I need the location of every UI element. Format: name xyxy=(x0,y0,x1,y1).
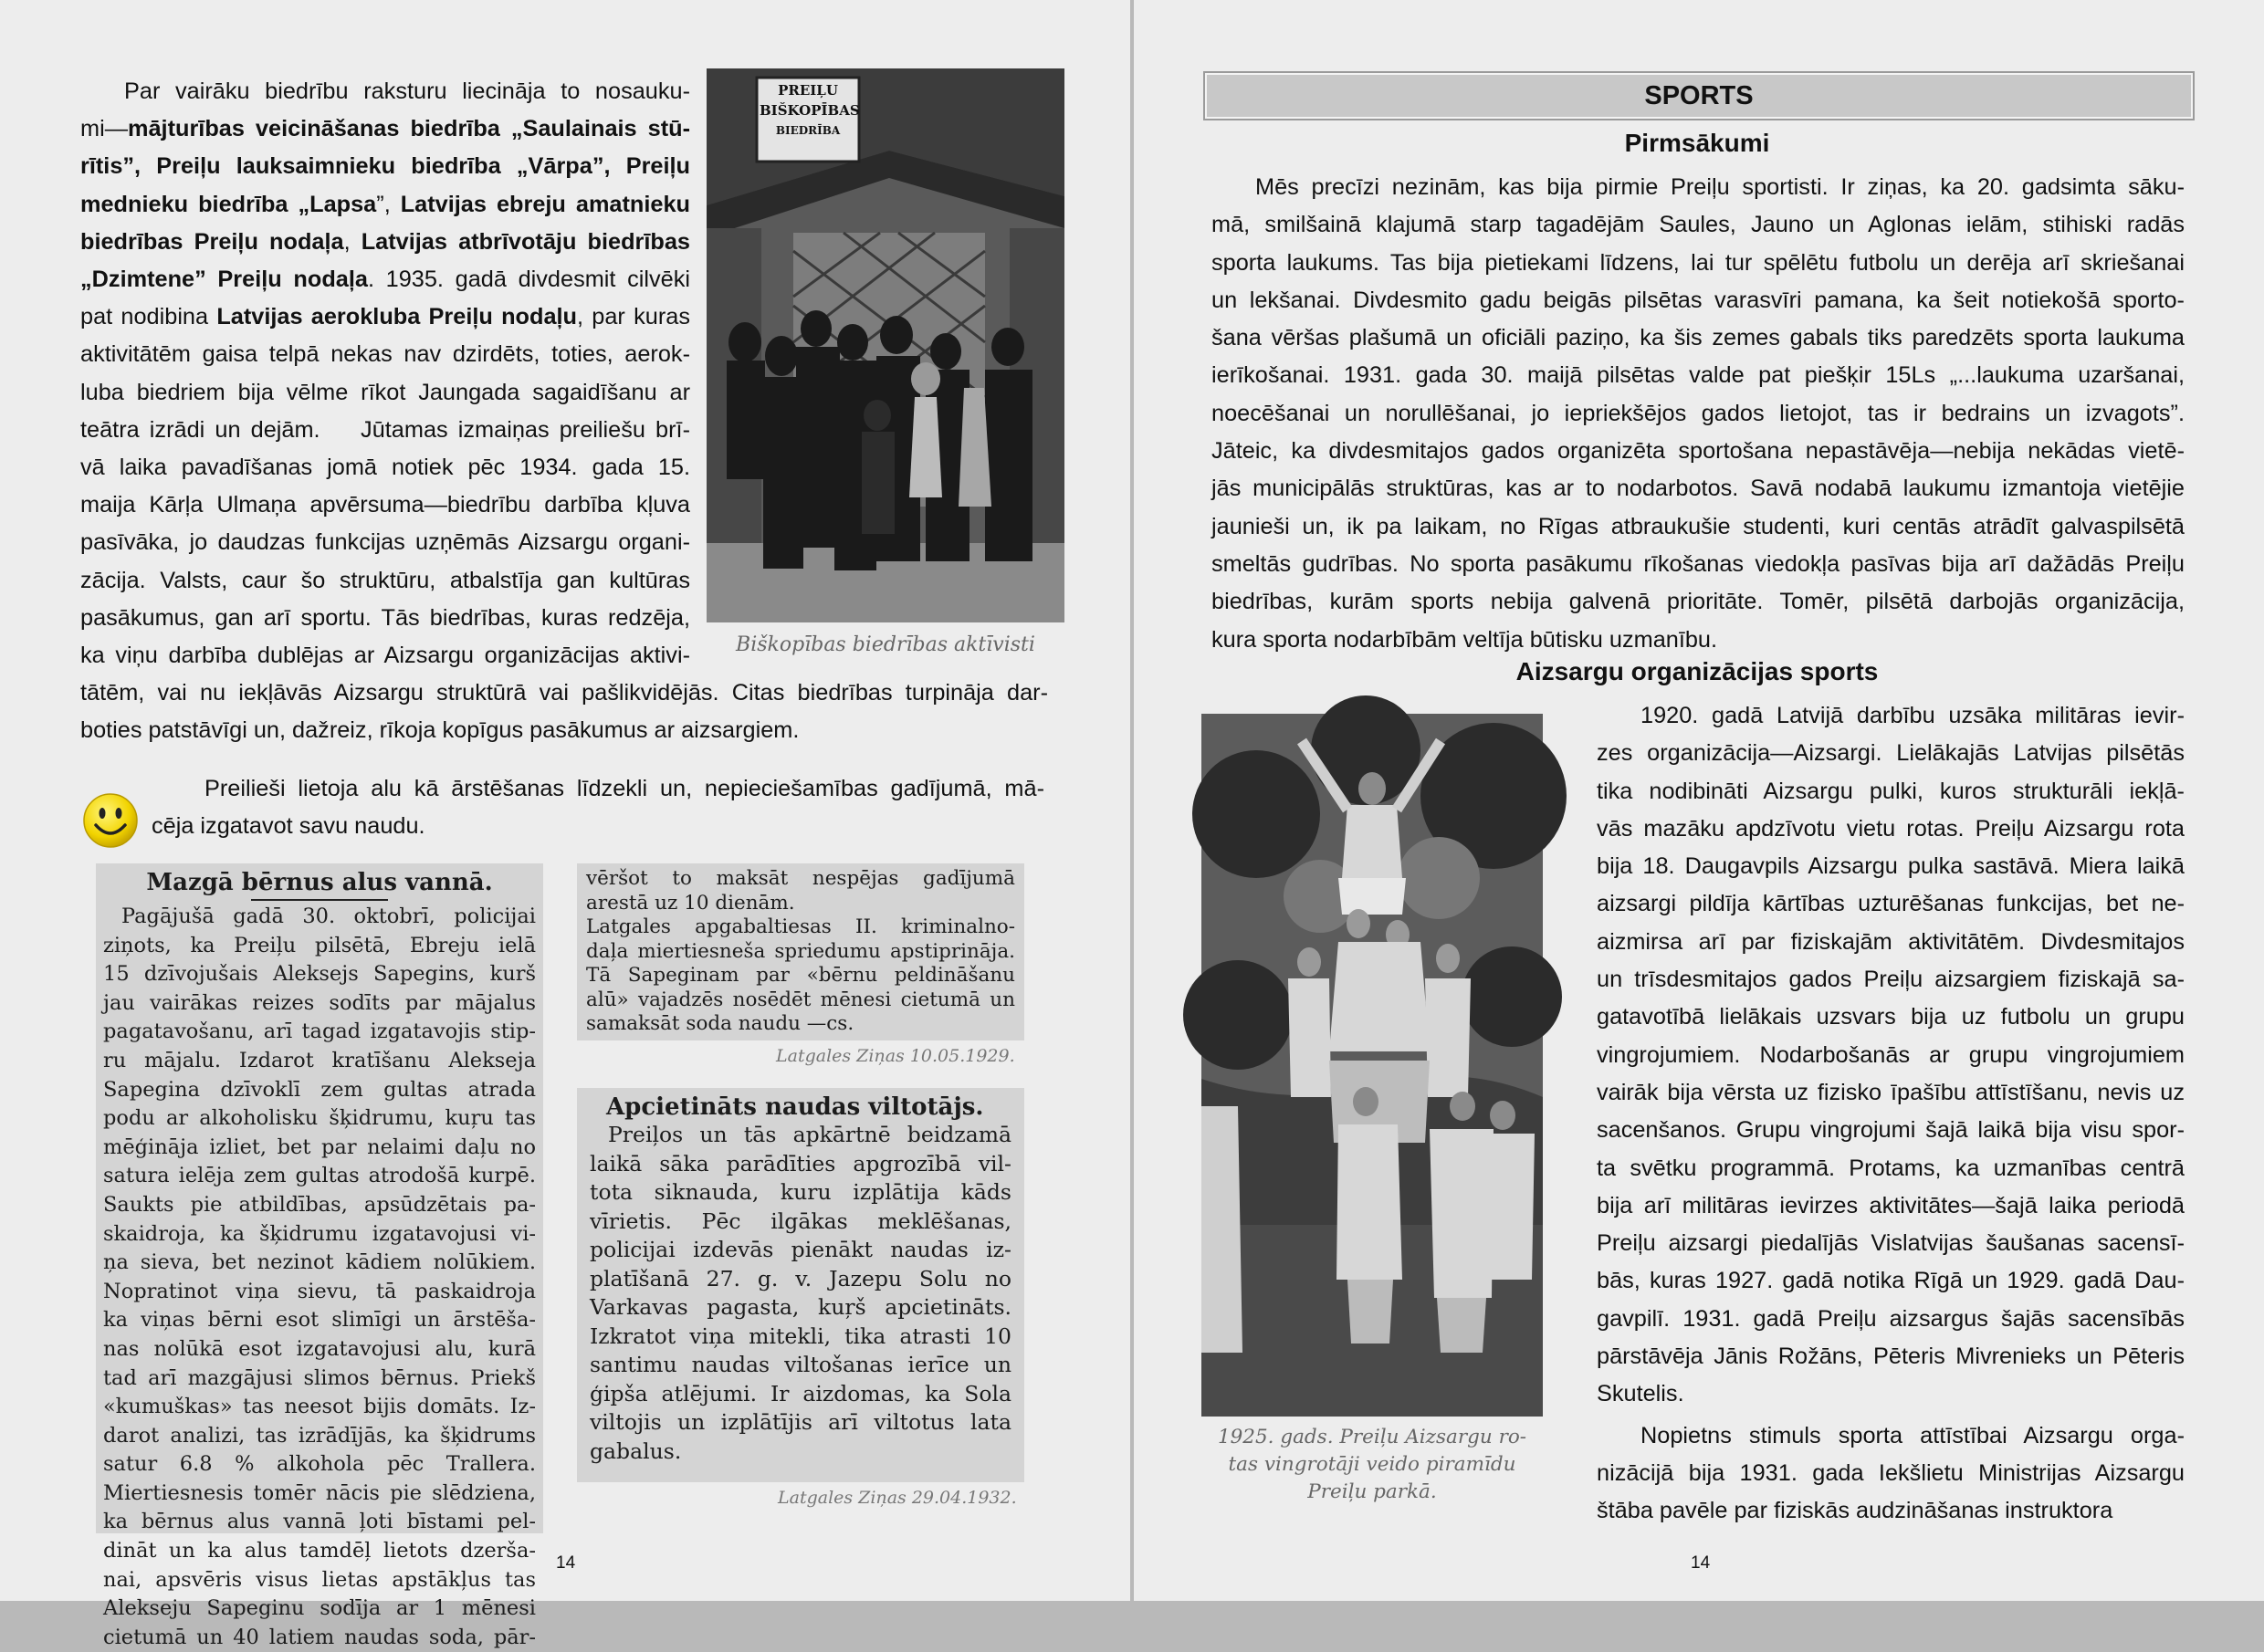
newspaper-clipping-sentence xyxy=(577,863,1024,1040)
text-line: darot analizi, tas izrādījās, ka šķidrums xyxy=(103,1423,536,1448)
text-line: vingrojumiem. Nodarbošanās ar grupu vingrojumiem xyxy=(1597,1041,2185,1068)
text-line: ģipša atlējumi. Ir aizdomas, ka Sola xyxy=(590,1380,1011,1406)
text-line: Mēs precīzi nezinām, kas bija pirmie Preiļu sportisti. Ir ziņas, ka 20. gadsimta sāku- xyxy=(1255,174,2185,200)
text-line: šana vēršas plašumā un oficiāli paziņo, ka šis zemes gabals tiks paredzēts sporta laukuma xyxy=(1211,325,2185,351)
text-line: Jāteic, ka divdesmitajos gados organizēta sportošana nepastāvēja—nebija nekādas vietē- xyxy=(1211,438,2185,465)
clipping-title: Apcietināts naudas viltotājs. xyxy=(606,1093,984,1121)
text-line: pārstāvēja Jānis Rožāns, Pēteris Mivrenieks un Pēteris xyxy=(1597,1344,2185,1370)
text-line: pagatavošanu, arī tagad izgatavojis stip- xyxy=(103,1019,536,1044)
text-line: Nopratinot viņa sievu, tā paskaidroja xyxy=(103,1279,536,1303)
text-line: Miertiesnesis tomēr nācis pie slēdziena, xyxy=(103,1480,536,1505)
text-line: vēršot to maksāt nespējas gadījumā xyxy=(586,867,1015,890)
text-line: gabalus. xyxy=(590,1438,682,1464)
text-line: daļa miertiesneša spriedumu apstiprināja. xyxy=(586,939,1015,963)
newspaper-clipping-counterfeiter xyxy=(577,1088,1024,1482)
pyramid-photo-drawing xyxy=(1201,714,1543,1417)
text-line: Sapegina dzīvoklī zem gultas atrada xyxy=(103,1077,536,1102)
text-line: kura sporta nodarbībām veltīja būtisku uzmanību. xyxy=(1211,626,1718,653)
text-line: tota siknauda, kuru izplātija kāds xyxy=(590,1179,1011,1205)
photo-sign: PREIĻU BIŠKOPĪBAS BIEDRĪBA xyxy=(760,82,860,137)
beekeeping-photo-caption: Biškopības biedrības aktīvisti xyxy=(736,633,1035,656)
page-number: 14 xyxy=(1691,1553,1711,1573)
text-line: aizmirsa arī par fiziskajām aktivitātēm. Divdesmitajos xyxy=(1597,928,2185,955)
text-line: nizācijā bija 1931. gada Iekšlietu Ministrijas Aizsargu xyxy=(1597,1459,2185,1486)
clipping-source-1932: Latgales Ziņas 29.04.1932. xyxy=(778,1488,1017,1508)
text-line: vairāk bija vērsta uz fizisko īpašību attīstīšanu, nevis uz xyxy=(1597,1079,2185,1105)
text-line: Izkratot viņa mitekli, tika atrasti 10 xyxy=(590,1323,1011,1349)
text-line: dināt un ka alus tamdēļ lietots dzerša- xyxy=(103,1539,536,1563)
text-line: mēģināja izliet, bet par nelaimi daļu no xyxy=(103,1134,536,1159)
text-line: santimu naudas viltošanas ierīce un xyxy=(590,1352,1011,1377)
text-line: Latgales apgabaltiesas II. kriminalno- xyxy=(586,915,1015,938)
clipping-body xyxy=(586,867,1015,1037)
text-line: ta svētku programmā. Protams, ka uzmanības centrā xyxy=(1597,1155,2185,1181)
text-line: satura ielēja zem gultas atrodošā kurpē. xyxy=(103,1164,536,1188)
text-line: tika nodibināti Aizsargu pulki, kuros strukturāli iekļā- xyxy=(1597,778,2185,804)
text-line: Tā Sapeginam par «bērnu peldināšanu xyxy=(586,964,1015,987)
newspaper-clipping-beer-bath xyxy=(96,863,543,1649)
left-paragraph-1-tail: tātēm, vai nu iekļāvās Aizsargu struktūrā vai pašlikvidējās. Citas biedrības turpināja dar- boties patstāvīgi un, dažreiz, rīkoja kopīgus pasākumus ar aizsargiem. xyxy=(80,680,1048,744)
text-line: bija arī militāras ievirzes aktivitātes—šajā laika periodā xyxy=(1597,1192,2185,1218)
text-line: ņa sieva, bet nezinot kādiem nolūkiem. xyxy=(103,1250,536,1275)
text-line: biedrības, kurām sports nebija galvenā prioritāte. Tomēr, pilsētā darbojās organizācija, xyxy=(1211,589,2185,615)
text-line: jās municipālās struktūras, kas ar to nodarbotos. Savā nodabā laukumu izmantoja vietējie xyxy=(1211,476,2185,502)
text-line: ierīkošanai. 1931. gada 30. maijā pilsētas valde pat piešķir 15Ls „...laukuma uzaršanai, xyxy=(1211,362,2185,389)
gymnasts-pyramid-photo xyxy=(1201,714,1543,1417)
text-line: aizsargi pildīja kārtības uzturēšanas funkcijas, bet ne- xyxy=(1597,891,2185,917)
text-line: arestā uz 10 dienām. xyxy=(586,891,795,915)
text-line: 15 dzīvojušais Aleksejs Sapegins, kurš xyxy=(103,962,536,987)
right-paragraph-2 xyxy=(1597,697,2185,1531)
text-line: un lekšanai. Divdesmito gadu beigās pilsētas varasvīri pamana, ka šeit notiekošā sporto- xyxy=(1211,287,2185,313)
smiley-icon xyxy=(82,792,139,849)
text-line: Skutelis. xyxy=(1597,1381,1684,1407)
text-line: bās, kuras 1927. gadā notika Rīgā un 1929. gadā Dau- xyxy=(1597,1268,2185,1294)
text-line: sacenšanos. Grupu vingrojumi šajā laikā bija visu spor- xyxy=(1597,1117,2185,1144)
text-line: mā, smilšainā klajumā starp tagadējām Saules, Jauno un Aglonas ielām, stihiski radās xyxy=(1211,212,2185,238)
text-line: samaksāt soda naudu —cs. xyxy=(586,1012,854,1035)
beekeeping-photo-drawing xyxy=(707,68,1064,622)
text-line: Pagājušā gadā 30. oktobrī, policijai xyxy=(121,904,536,928)
text-line: ru mājalu. Izdarot kratīšanu Alekseja xyxy=(103,1048,536,1072)
text-line: Alekseju Sapeginu sodīja ar 1 mēnesi xyxy=(103,1596,536,1621)
right-paragraph-1 xyxy=(1211,169,2185,659)
text-line: ka bērnus alus vannā ļoti bīstami pel- xyxy=(103,1510,536,1534)
heading-origins: Pirmsākumi xyxy=(1624,129,1770,157)
page-number: 14 xyxy=(556,1553,576,1573)
text-line: viltojis un izplātījis arī viltotus lata xyxy=(590,1409,1011,1435)
text-line: bija 18. Daugavpils Aizsargu pulka sastāvā. Miera laikā xyxy=(1597,853,2185,880)
clipping-body xyxy=(103,903,536,1652)
text-line: Preiļos un tās apkārtnē beidzamā xyxy=(608,1122,1011,1147)
text-line: sporta laukums. Tas bija pietiekami līdzens, lai tur spēlētu futbolu un derēja arī skriešanai xyxy=(1211,249,2185,276)
text-line: Varkavas pagasta, kuŗš apcietināts. xyxy=(590,1294,1011,1320)
text-line: alū» vajadzēs nosēdēt mēnesi cietumā un xyxy=(586,988,1015,1011)
pyramid-photo-caption: 1925. gads. Preiļu Aizsargu ro- tas vingrotāji veido piramīdu Preiļu parkā. xyxy=(1217,1426,1527,1503)
text-line: policijai izdevās pienākt naudas iz- xyxy=(590,1237,1011,1262)
text-line: satur 6.8 % alkohola pēc Trallera. xyxy=(103,1452,536,1477)
text-line: vīrietis. Pēc ilgākas meklēšanas, xyxy=(590,1208,1011,1234)
text-line: ka viņas bērni esot slimīgi un ārstēša- xyxy=(103,1308,536,1333)
left-paragraph-1: Par vairāku biedrību raksturu liecināja to nosauku- mi—mājturības veicināšanas biedrība „Saulainais stū- rītis”, Preiļu lauksaimnieku biedrība „Vārpa”, Preiļu mednieku biedrība „Lapsa”, Latvijas ebreju amatnieku biedrības Preiļu nodaļa, Latvijas atbrīvotāju biedrības „Dzimtene” Preiļu nodaļa. 1935. gadā divdesmit cilvēki pat nodibina Latvijas aerokluba Preiļu nodaļu, par kuras aktivitātēm gaisa telpā nekas nav dzirdēts, toties, aerok- luba biedriem bija vēlme rīkot Jaungada sagaidīšanu ar teātra izrādi un dejām. Jūtamas izmaiņas preiliešu brī- vā laika pavadīšanas jomā notiek pēc 1934. gada 15. maija Kārļa Ulmaņa apvērsuma—biedrību darbība kļuva pasīvāka, jo daudzas funkcijas uzņēmās Aizsargu organi- zācija. Valsts, caur šo struktūru, atbalstīja gan kultūras pasākumus, gan arī sportu. Tās biedrības, kuras redzēja, ka viņu darbība dublējas ar Aizsargu organizācijas aktivi- xyxy=(80,78,690,669)
text-line: noecēšanai un norullēšanai, jo iepriekšējos gados lietojot, tas ir bedrains un izvagots”. xyxy=(1211,400,2185,426)
text-line: ziņots, ka Preiļu pilsētā, Ebreju ielā xyxy=(103,933,536,957)
text-line: «kumuškas» tas neesot bijis domāts. Iz- xyxy=(103,1395,536,1419)
left-paragraph-2: Preilieši lietoja alu kā ārstēšanas līdzekli un, nepieciešamības gadījumā, mā- cēja izgatavot savu naudu. xyxy=(152,776,1044,840)
text-line: nai, apsvēris visus lietas apstākļus tas xyxy=(103,1567,536,1592)
text-line: jaunieši un, ik pa laikam, no Rīgas atbraukušie studenti, kuri centās atrādīt galvaspilsētā xyxy=(1211,513,2185,539)
text-line: smeltās gudrības. No sporta pasākumu rīkošanas viedokļa pasīvas bija arī dažādās Preiļu xyxy=(1211,550,2185,577)
text-line: gavpilī. 1931. gadā Preiļu aizsargus šajās sacensībās xyxy=(1597,1305,2185,1332)
text-line: jau vairākas reizes sodīts par mājalus xyxy=(103,990,536,1015)
text-line: laikā sāka parādīties apgrozībā vil- xyxy=(590,1150,1011,1176)
text-line: vās mazāku apdzīvotu vietu rotas. Preiļu Aizsargu rota xyxy=(1597,815,2185,842)
text-line: platīšanā 27. g. v. Jazepu Solu no xyxy=(590,1265,1011,1291)
text-line: nas nolūkā esot izgatavojusi alu, kurā xyxy=(103,1336,536,1361)
clipping-source-1929: Latgales Ziņas 10.05.1929. xyxy=(776,1046,1015,1066)
text-line: 1920. gadā Latvijā darbību uzsāka militāras ievir- xyxy=(1640,703,2185,728)
section-banner: SPORTS xyxy=(1203,71,2195,120)
text-line: zes organizācija—Aizsargi. Lielākajās Latvijas pilsētās xyxy=(1597,740,2185,767)
beekeeping-society-photo xyxy=(707,68,1064,622)
text-line: un trīsdesmitajos gados Preiļu aizsargiem fiziskajā sa- xyxy=(1597,967,2185,993)
text-line: Saukts pie atbildības, apsūdzētais pa- xyxy=(103,1192,536,1217)
left-page xyxy=(0,0,1130,1649)
text-line: cietumā un 40 latiem naudas soda, pār- xyxy=(103,1625,536,1649)
text-line: štāba pavēle par fiziskās audzināšanas instruktora xyxy=(1597,1498,2113,1524)
text-line: Nopietns stimuls sporta attīstībai Aizsargu orga- xyxy=(1640,1422,2185,1448)
right-page xyxy=(1134,0,2264,1601)
text-line: tad arī mazgājusi slimos bērnus. Priekš xyxy=(103,1365,536,1390)
text-line: skaidroja, ka šķidrumu izgatavojusi vi- xyxy=(103,1221,536,1246)
text-line: Preiļu aizsargi piedalījās Vislatvijas šaušanas sacensī- xyxy=(1597,1230,2185,1257)
clipping-body xyxy=(590,1121,1011,1466)
heading-aizsargi-sports: Aizsargu organizācijas sports xyxy=(1515,657,1879,685)
text-line: gatavotībā lielākais uzsvars bija uz futbolu un grupu xyxy=(1597,1004,2185,1030)
clipping-title: Mazgā bērnus alus vannā. xyxy=(146,869,493,896)
text-line: podu ar alkoholisku šķidrumu, kuŗu tas xyxy=(103,1106,536,1131)
